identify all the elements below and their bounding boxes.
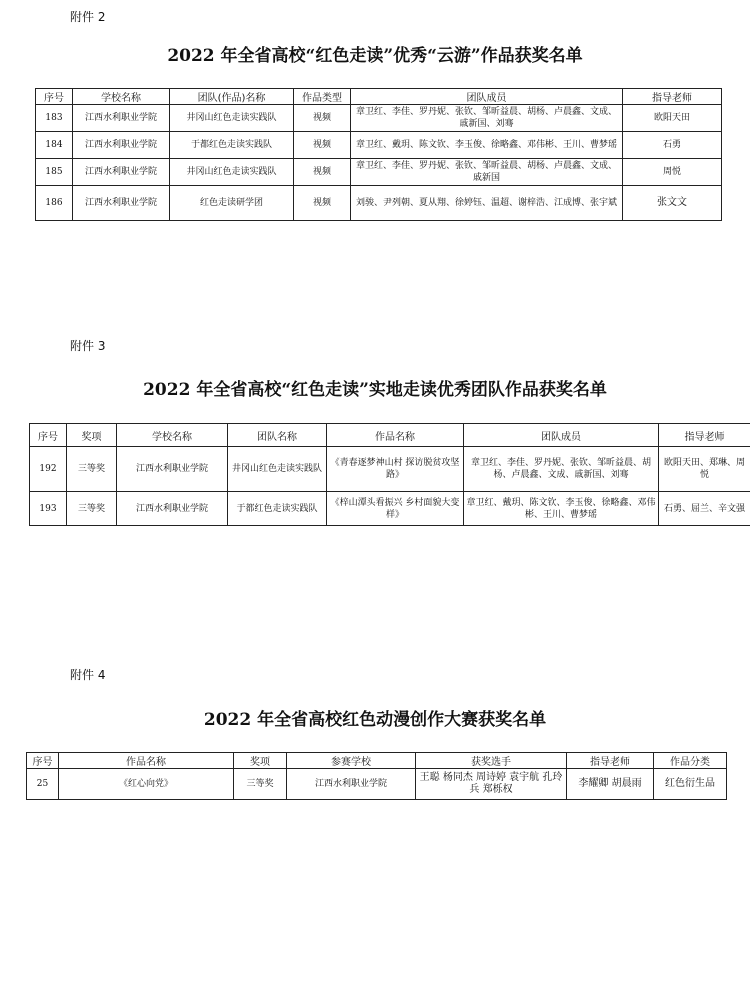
- cell-advisor: 张文文: [623, 186, 722, 221]
- cell-team: 红色走读研学团: [170, 186, 294, 221]
- header-cell: 指导老师: [623, 89, 722, 105]
- header-cell: 序号: [36, 89, 73, 105]
- cell-work: 《青春逐梦神山村 探访脱贫攻坚路》: [327, 447, 464, 492]
- attachment-2-table: [35, 88, 722, 221]
- table-row: [36, 105, 722, 132]
- cell-advisor: 周悦: [623, 159, 722, 186]
- attachment-3-title: 2022 年全省高校“红色走读”实地走读优秀团队作品获奖名单: [143, 380, 607, 400]
- header-cell: 学校名称: [73, 89, 170, 105]
- cell-award: 三等奖: [67, 447, 117, 492]
- table-row: [36, 186, 722, 221]
- cell-type: 视频: [294, 105, 351, 132]
- cell-members: 章卫红、戴玥、陈文钦、李玉俊、徐略鑫、邓伟彬、王川、曹梦瑶: [464, 492, 659, 526]
- cell-team: 井冈山红色走读实践队: [228, 447, 327, 492]
- table-row: [27, 769, 727, 800]
- header-cell: 团队名称: [228, 424, 327, 447]
- cell-number: 192: [30, 447, 67, 492]
- table-row: [36, 132, 722, 159]
- attachment-3-label: 附件 3: [70, 339, 106, 353]
- cell-number: 183: [36, 105, 73, 132]
- cell-members: 章卫红、李佳、罗丹妮、张钦、邹昕益晨、胡杨、卢晨鑫、文成、戚新国: [351, 159, 623, 186]
- table-row: [30, 447, 750, 492]
- cell-members: 章卫红、戴玥、陈文钦、李玉俊、徐略鑫、邓伟彬、王川、曹梦瑶: [351, 132, 623, 159]
- attachment-4-title: 2022 年全省高校红色动漫创作大赛获奖名单: [203, 710, 547, 730]
- cell-work: 《红心向党》: [59, 769, 234, 800]
- cell-school: 江西水利职业学院: [287, 769, 416, 800]
- cell-advisor: 欧阳天田、郑琳、周悦: [659, 447, 750, 492]
- header-cell: 作品分类: [654, 753, 727, 769]
- cell-work: 《梓山潭头看振兴 乡村面貌大变样》: [327, 492, 464, 526]
- cell-team: 井冈山红色走读实践队: [170, 105, 294, 132]
- header-cell: 序号: [30, 424, 67, 447]
- cell-type: 视频: [294, 186, 351, 221]
- header-cell: 指导老师: [567, 753, 654, 769]
- header-cell: 奖项: [67, 424, 117, 447]
- cell-members: 刘骏、尹列朝、夏从翔、徐婷钰、温超、谢梓浩、江成博、张宇斌: [351, 186, 623, 221]
- cell-award: 三等奖: [67, 492, 117, 526]
- cell-number: 184: [36, 132, 73, 159]
- cell-advisor: 欧阳天田: [623, 105, 722, 132]
- cell-number: 185: [36, 159, 73, 186]
- cell-members: 章卫红、李佳、罗丹妮、张钦、邹昕益晨、胡杨、卢晨鑫、文成、戚新国、刘骞: [351, 105, 623, 132]
- cell-school: 江西水利职业学院: [73, 159, 170, 186]
- header-cell: 学校名称: [117, 424, 228, 447]
- header-cell: 作品类型: [294, 89, 351, 105]
- cell-school: 江西水利职业学院: [73, 132, 170, 159]
- cell-school: 江西水利职业学院: [117, 447, 228, 492]
- cell-type: 视频: [294, 159, 351, 186]
- header-cell: 团队(作品)名称: [170, 89, 294, 105]
- table-header-row: [36, 89, 722, 105]
- attachment-4-label: 附件 4: [70, 668, 106, 682]
- cell-number: 193: [30, 492, 67, 526]
- cell-members: 章卫红、李佳、罗丹妮、张钦、邹昕益晨、胡杨、卢晨鑫、文成、戚新国、刘骞: [464, 447, 659, 492]
- cell-winners: 王聪 杨同杰 周诗婷 袁宇航 孔玲兵 郑栎权: [416, 769, 567, 800]
- table-header-row: [27, 753, 727, 769]
- cell-advisor: 石勇: [623, 132, 722, 159]
- cell-school: 江西水利职业学院: [73, 105, 170, 132]
- cell-number: 25: [27, 769, 59, 800]
- cell-team: 于都红色走读实践队: [228, 492, 327, 526]
- cell-category: 红色衍生品: [654, 769, 727, 800]
- table-header-row: [30, 424, 750, 447]
- table-row: [30, 492, 750, 526]
- attachment-2-label: 附件 2: [70, 10, 106, 24]
- attachment-4-table: [26, 752, 727, 800]
- header-cell: 参赛学校: [287, 753, 416, 769]
- attachment-2-title: 2022 年全省高校“红色走读”优秀“云游”作品获奖名单: [167, 46, 583, 66]
- header-cell: 序号: [27, 753, 59, 769]
- cell-school: 江西水利职业学院: [117, 492, 228, 526]
- cell-award: 三等奖: [234, 769, 287, 800]
- header-cell: 奖项: [234, 753, 287, 769]
- cell-school: 江西水利职业学院: [73, 186, 170, 221]
- header-cell: 作品名称: [59, 753, 234, 769]
- header-cell: 指导老师: [659, 424, 750, 447]
- cell-advisor: 李耀卿 胡晨雨: [567, 769, 654, 800]
- header-cell: 获奖选手: [416, 753, 567, 769]
- cell-number: 186: [36, 186, 73, 221]
- cell-type: 视频: [294, 132, 351, 159]
- cell-advisor: 石勇、屈兰、辛文强: [659, 492, 750, 526]
- header-cell: 团队成员: [351, 89, 623, 105]
- attachment-3-table: [29, 423, 750, 526]
- header-cell: 作品名称: [327, 424, 464, 447]
- cell-team: 井冈山红色走读实践队: [170, 159, 294, 186]
- cell-team: 于都红色走读实践队: [170, 132, 294, 159]
- table-row: [36, 159, 722, 186]
- header-cell: 团队成员: [464, 424, 659, 447]
